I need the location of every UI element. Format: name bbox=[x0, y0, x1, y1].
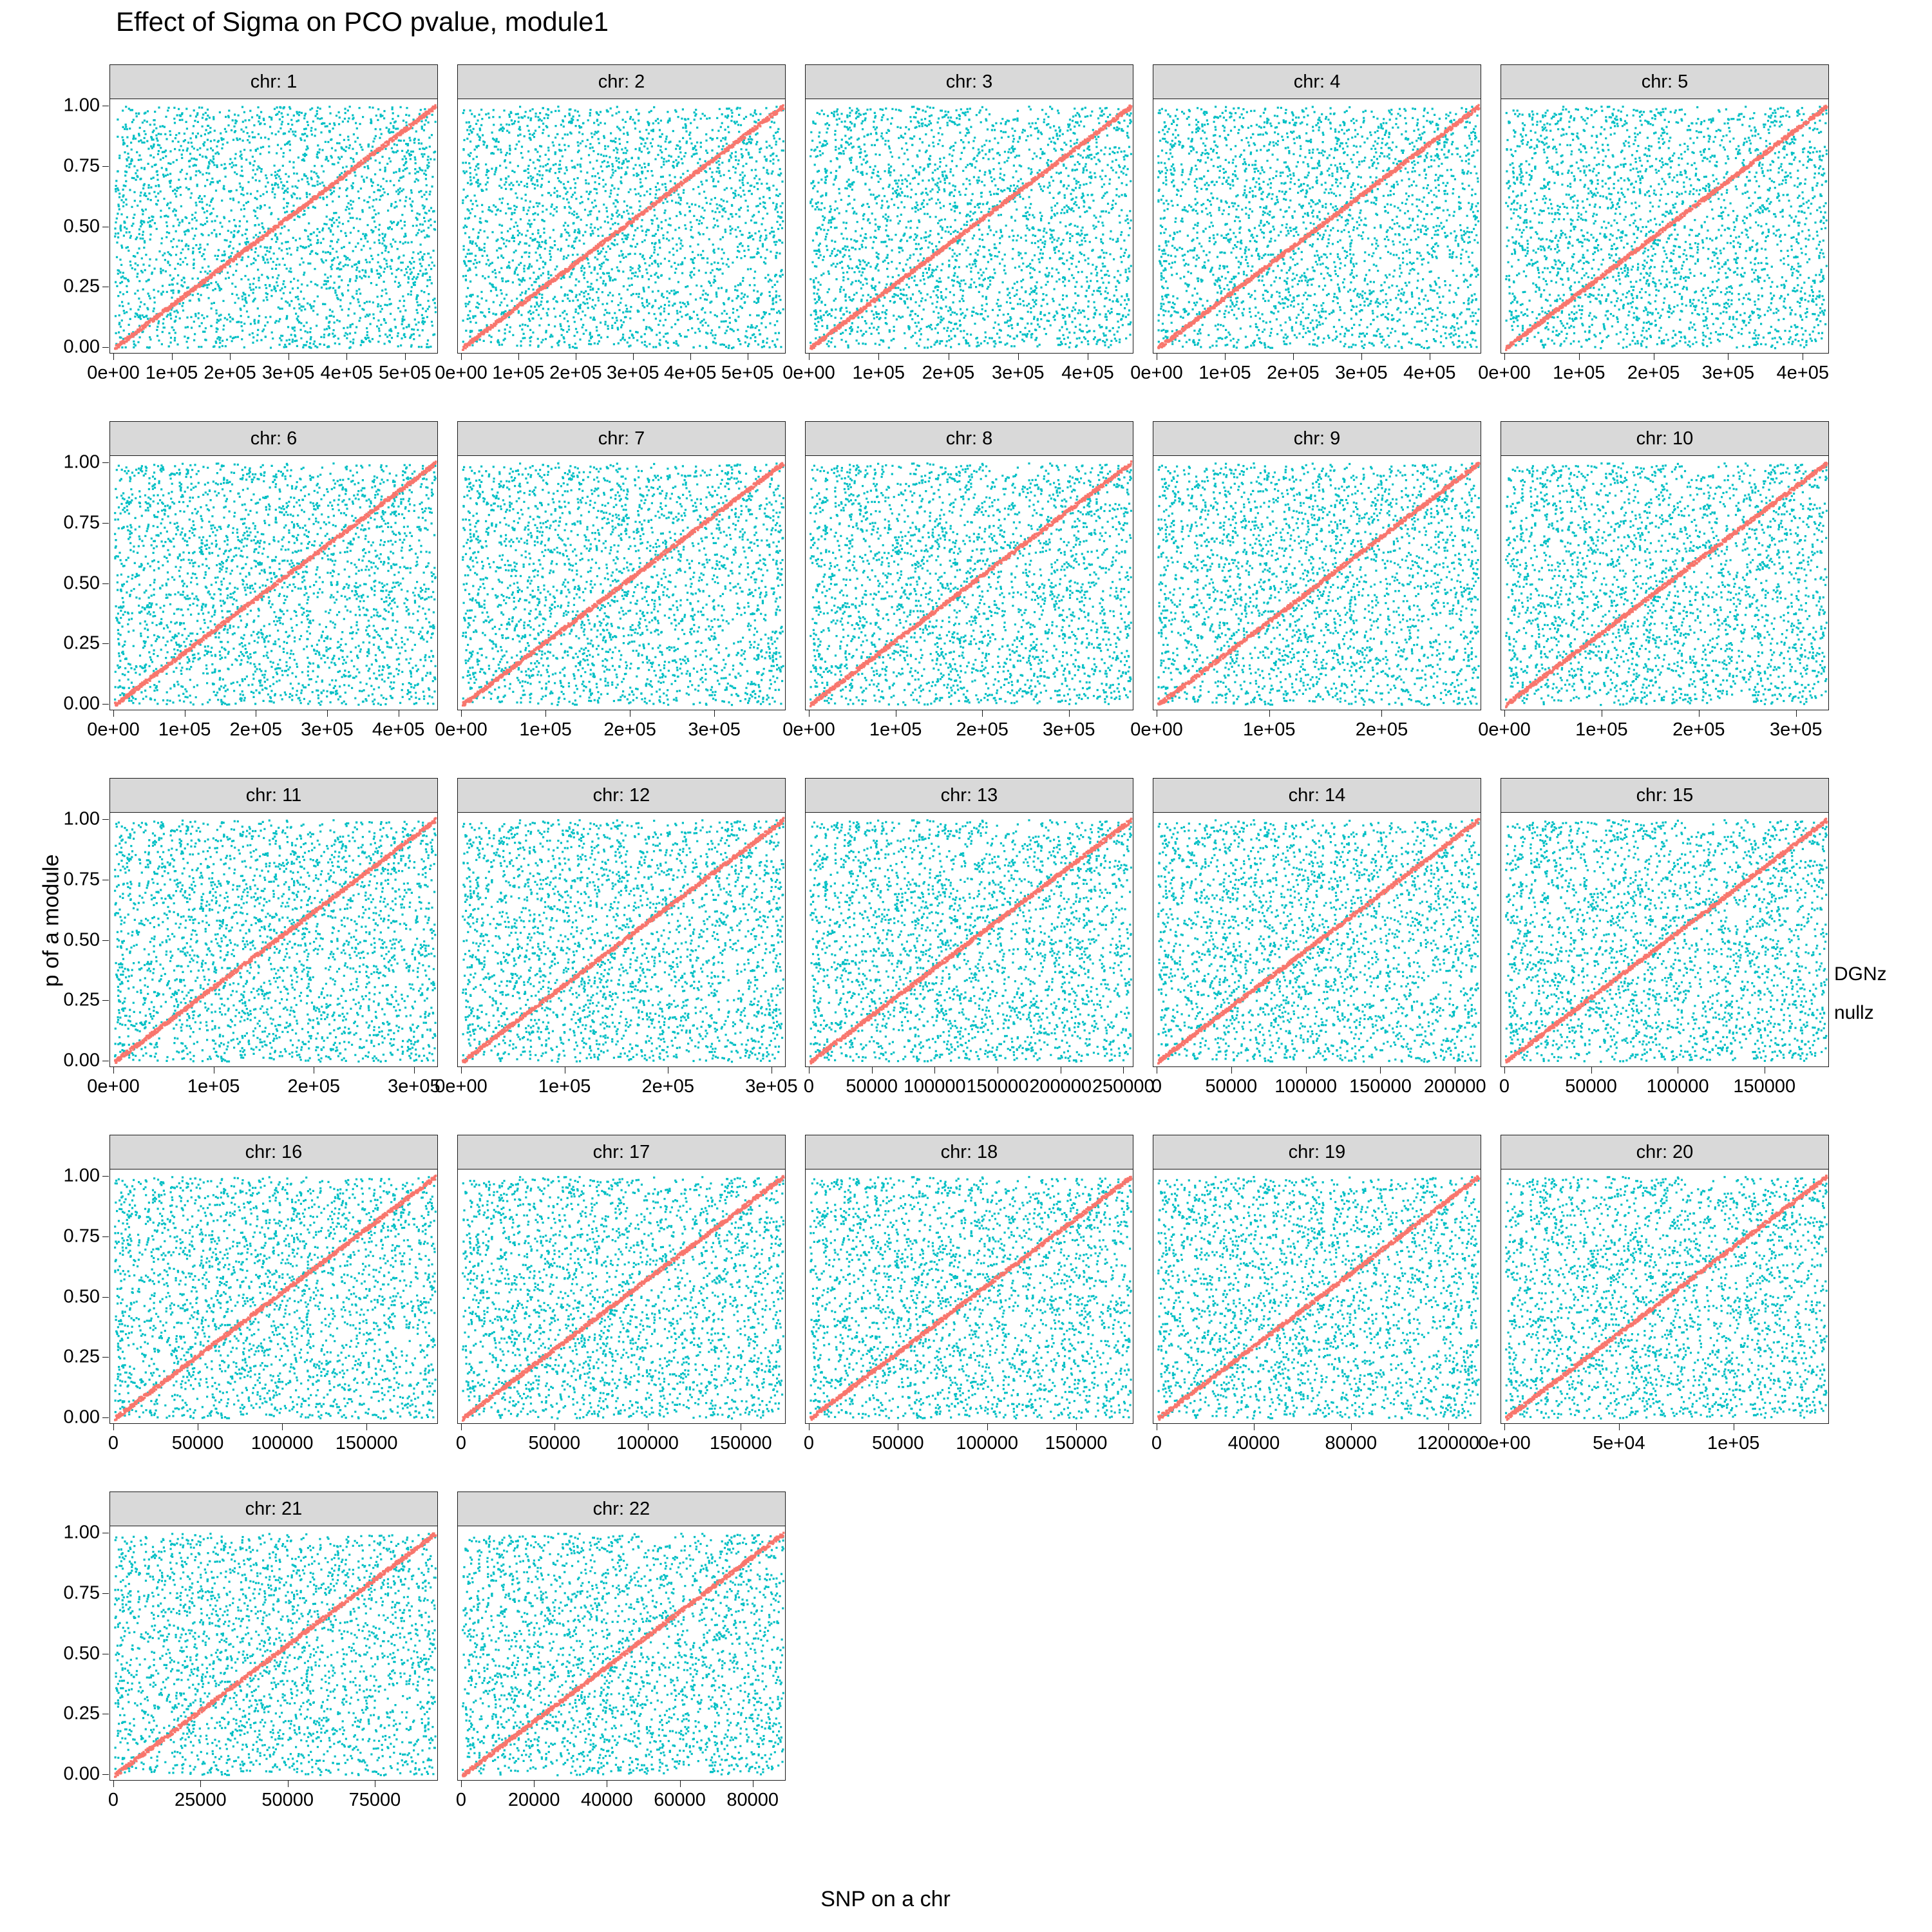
x-tick-label: 0e+00 bbox=[1130, 363, 1183, 383]
x-tick-label: 100000 bbox=[1274, 1076, 1338, 1097]
x-axis-ticks bbox=[109, 1781, 438, 1813]
x-axis-ticks bbox=[1501, 1067, 1829, 1099]
x-tick-label: 3e+05 bbox=[261, 363, 315, 383]
facet-strip-label: chr: 3 bbox=[805, 64, 1133, 99]
x-tick-label: 2e+05 bbox=[603, 719, 656, 740]
x-tick-label: 2e+05 bbox=[1672, 719, 1725, 740]
panel-plot-area bbox=[1153, 1170, 1481, 1424]
x-tick-label: 2e+05 bbox=[1355, 719, 1408, 740]
y-axis-title: p of a module bbox=[39, 854, 64, 987]
x-tick-label: 0 bbox=[1499, 1076, 1510, 1097]
panel-plot-area bbox=[1501, 813, 1829, 1067]
x-tick-label: 1e+05 bbox=[538, 1076, 591, 1097]
facet-strip-label: chr: 9 bbox=[1153, 421, 1481, 456]
x-axis-ticks bbox=[457, 1424, 786, 1456]
facet-strip-label: chr: 12 bbox=[457, 778, 786, 813]
x-tick-label: 4e+05 bbox=[1776, 363, 1829, 383]
x-axis-ticks bbox=[782, 710, 1133, 743]
x-tick-label: 0e+00 bbox=[87, 363, 140, 383]
facet-panel bbox=[457, 64, 786, 354]
panel-plot-area bbox=[1501, 99, 1829, 354]
x-tick-label: 1e+05 bbox=[145, 363, 198, 383]
x-tick-label: 0 bbox=[803, 1076, 815, 1097]
facet-panel bbox=[109, 778, 438, 1067]
x-tick-label: 0e+00 bbox=[1478, 1433, 1531, 1454]
x-tick-label: 0e+00 bbox=[435, 363, 488, 383]
x-tick-label: 3e+05 bbox=[388, 1076, 440, 1097]
y-tick-label: 0.25 bbox=[63, 632, 100, 654]
facet-strip-label: chr: 14 bbox=[1153, 778, 1481, 813]
panel-plot-area bbox=[805, 1170, 1133, 1424]
x-tick-label: 2e+05 bbox=[1627, 363, 1680, 383]
x-tick-label: 40000 bbox=[581, 1790, 633, 1810]
x-tick-label: 4e+05 bbox=[663, 363, 717, 383]
facet-strip-label: chr: 10 bbox=[1501, 421, 1829, 456]
facet-panel bbox=[1501, 778, 1829, 1067]
x-tick-label: 40000 bbox=[1227, 1433, 1280, 1454]
y-axis-ticks bbox=[32, 1522, 100, 1785]
facet-panel bbox=[1153, 1135, 1481, 1424]
x-tick-label: 0e+00 bbox=[1478, 363, 1531, 383]
facet-strip-label: chr: 11 bbox=[109, 778, 438, 813]
x-tick-label: 150000 bbox=[709, 1433, 772, 1454]
facet-strip-label: chr: 20 bbox=[1501, 1135, 1829, 1170]
x-axis-ticks bbox=[435, 354, 786, 386]
facet-panel bbox=[109, 1135, 438, 1424]
x-tick-label: 200000 bbox=[1029, 1076, 1092, 1097]
panel-plot-area bbox=[1153, 456, 1481, 710]
x-axis-ticks bbox=[109, 1424, 438, 1456]
panel-plot-area bbox=[1153, 813, 1481, 1067]
x-tick-label: 5e+05 bbox=[378, 363, 431, 383]
y-tick-label: 0.50 bbox=[63, 1286, 100, 1307]
facet-panel bbox=[109, 64, 438, 354]
x-tick-label: 3e+05 bbox=[1043, 719, 1095, 740]
y-tick-label: 1.00 bbox=[63, 95, 100, 116]
x-axis-ticks bbox=[803, 1067, 1155, 1099]
x-tick-label: 3e+05 bbox=[607, 363, 659, 383]
panel-plot-area bbox=[457, 1526, 786, 1781]
x-axis-ticks bbox=[805, 1424, 1133, 1456]
x-tick-label: 3e+05 bbox=[992, 363, 1045, 383]
facet-strip-label: chr: 5 bbox=[1501, 64, 1829, 99]
y-tick-label: 0.75 bbox=[63, 869, 100, 890]
panel-plot-area bbox=[457, 1170, 786, 1424]
x-tick-label: 3e+05 bbox=[688, 719, 741, 740]
x-tick-label: 120000 bbox=[1417, 1433, 1480, 1454]
x-tick-label: 1e+05 bbox=[1553, 363, 1605, 383]
facet-strip-label: chr: 7 bbox=[457, 421, 786, 456]
x-axis-ticks bbox=[1478, 1424, 1829, 1456]
panel-plot-area bbox=[109, 1526, 438, 1781]
x-axis-ticks bbox=[782, 354, 1133, 386]
panel-plot-area bbox=[457, 456, 786, 710]
facet-strip-label: chr: 16 bbox=[109, 1135, 438, 1170]
facet-strip-label: chr: 15 bbox=[1501, 778, 1829, 813]
x-tick-label: 1e+05 bbox=[852, 363, 905, 383]
facet-panel bbox=[805, 778, 1133, 1067]
x-tick-label: 0e+00 bbox=[87, 719, 140, 740]
legend-label-dgnz: DGNz bbox=[1834, 963, 1887, 985]
x-tick-label: 100000 bbox=[251, 1433, 314, 1454]
panel-plot-area bbox=[805, 456, 1133, 710]
x-tick-label: 1e+05 bbox=[187, 1076, 240, 1097]
y-tick-label: 0.00 bbox=[63, 693, 100, 714]
x-tick-label: 25000 bbox=[174, 1790, 227, 1810]
x-axis-title: SNP on a chr bbox=[820, 1887, 951, 1911]
x-tick-label: 0 bbox=[108, 1433, 119, 1454]
x-tick-label: 150000 bbox=[335, 1433, 398, 1454]
x-tick-label: 50000 bbox=[1205, 1076, 1258, 1097]
facet-strip-label: chr: 18 bbox=[805, 1135, 1133, 1170]
x-tick-label: 200000 bbox=[1423, 1076, 1486, 1097]
x-tick-label: 0 bbox=[455, 1790, 467, 1810]
x-tick-label: 50000 bbox=[872, 1433, 924, 1454]
panel-plot-area bbox=[1153, 99, 1481, 354]
x-tick-label: 0e+00 bbox=[1130, 719, 1183, 740]
x-tick-label: 4e+05 bbox=[1061, 363, 1114, 383]
x-tick-label: 3e+05 bbox=[1701, 363, 1755, 383]
y-tick-label: 0.50 bbox=[63, 929, 100, 950]
y-tick-label: 0.25 bbox=[63, 1346, 100, 1367]
x-tick-label: 0e+00 bbox=[782, 719, 835, 740]
x-tick-label: 100000 bbox=[956, 1433, 1019, 1454]
panel-plot-area bbox=[109, 1170, 438, 1424]
x-axis-ticks bbox=[435, 1067, 798, 1099]
x-tick-label: 2e+05 bbox=[204, 363, 256, 383]
x-tick-label: 50000 bbox=[261, 1790, 314, 1810]
x-tick-label: 0e+00 bbox=[435, 1076, 488, 1097]
x-tick-label: 3e+05 bbox=[1335, 363, 1388, 383]
x-tick-label: 0 bbox=[1151, 1433, 1162, 1454]
x-tick-label: 5e+05 bbox=[721, 363, 774, 383]
x-tick-label: 100000 bbox=[1646, 1076, 1709, 1097]
x-tick-label: 1e+05 bbox=[158, 719, 211, 740]
x-tick-label: 1e+05 bbox=[492, 363, 545, 383]
x-tick-label: 1e+05 bbox=[1707, 1433, 1760, 1454]
x-tick-label: 0 bbox=[108, 1790, 119, 1810]
x-tick-label: 250000 bbox=[1092, 1076, 1155, 1097]
facet-strip-label: chr: 22 bbox=[457, 1492, 786, 1526]
panel-plot-area bbox=[805, 813, 1133, 1067]
x-tick-label: 50000 bbox=[1565, 1076, 1617, 1097]
x-axis-ticks bbox=[1130, 710, 1481, 743]
x-tick-label: 50000 bbox=[528, 1433, 581, 1454]
facet-strip-label: chr: 8 bbox=[805, 421, 1133, 456]
x-tick-label: 4e+05 bbox=[372, 719, 425, 740]
facet-panel bbox=[1501, 64, 1829, 354]
x-tick-label: 150000 bbox=[1733, 1076, 1796, 1097]
y-tick-label: 0.75 bbox=[63, 1226, 100, 1247]
x-tick-label: 150000 bbox=[1349, 1076, 1412, 1097]
x-tick-label: 0 bbox=[803, 1433, 815, 1454]
y-tick-label: 0.00 bbox=[63, 1050, 100, 1071]
x-axis-ticks bbox=[1478, 710, 1829, 743]
x-tick-label: 0e+00 bbox=[1478, 719, 1531, 740]
y-tick-label: 0.00 bbox=[63, 1763, 100, 1785]
x-tick-label: 20000 bbox=[507, 1790, 560, 1810]
y-tick-label: 1.00 bbox=[63, 808, 100, 829]
x-axis-ticks bbox=[87, 1067, 440, 1099]
y-tick-label: 0.25 bbox=[63, 1703, 100, 1724]
facet-strip-label: chr: 1 bbox=[109, 64, 438, 99]
facet-panel bbox=[805, 1135, 1133, 1424]
y-tick-label: 1.00 bbox=[63, 1522, 100, 1543]
x-tick-label: 4e+05 bbox=[320, 363, 373, 383]
x-tick-label: 2e+05 bbox=[922, 363, 975, 383]
x-tick-label: 80000 bbox=[726, 1790, 779, 1810]
y-axis-ticks bbox=[32, 95, 100, 357]
y-tick-label: 1.00 bbox=[63, 451, 100, 473]
facet-panel bbox=[457, 1492, 786, 1781]
x-tick-label: 150000 bbox=[966, 1076, 1029, 1097]
x-tick-label: 2e+05 bbox=[229, 719, 283, 740]
facet-panel bbox=[805, 421, 1133, 710]
y-tick-label: 0.75 bbox=[63, 155, 100, 176]
y-tick-label: 0.75 bbox=[63, 512, 100, 533]
facet-strip-label: chr: 13 bbox=[805, 778, 1133, 813]
facet-panel bbox=[457, 1135, 786, 1424]
panel-plot-area bbox=[457, 99, 786, 354]
facet-panel bbox=[1153, 421, 1481, 710]
facet-strip-label: chr: 19 bbox=[1153, 1135, 1481, 1170]
x-tick-label: 100000 bbox=[903, 1076, 966, 1097]
y-tick-label: 0.00 bbox=[63, 1406, 100, 1428]
x-tick-label: 0 bbox=[1151, 1076, 1162, 1097]
x-axis-ticks bbox=[1151, 1067, 1486, 1099]
y-tick-label: 0.00 bbox=[63, 336, 100, 357]
page-title: Effect of Sigma on PCO pvalue, module1 bbox=[116, 6, 609, 37]
panel-plot-area bbox=[1501, 1170, 1829, 1424]
x-tick-label: 80000 bbox=[1325, 1433, 1378, 1454]
y-tick-label: 1.00 bbox=[63, 1165, 100, 1186]
x-tick-label: 0e+00 bbox=[87, 1076, 140, 1097]
facet-panel bbox=[457, 778, 786, 1067]
panel-plot-area bbox=[109, 99, 438, 354]
x-tick-label: 1e+05 bbox=[869, 719, 922, 740]
facet-panel bbox=[1501, 421, 1829, 710]
x-tick-label: 0e+00 bbox=[782, 363, 835, 383]
x-axis-ticks bbox=[435, 710, 786, 743]
x-tick-label: 2e+05 bbox=[956, 719, 1009, 740]
x-tick-label: 2e+05 bbox=[287, 1076, 340, 1097]
y-axis-ticks bbox=[32, 1165, 100, 1428]
y-tick-label: 0.50 bbox=[63, 1643, 100, 1663]
facet-panel bbox=[1153, 64, 1481, 354]
facet-panel bbox=[109, 1492, 438, 1781]
facet-panel bbox=[109, 421, 438, 710]
legend-label-nullz: nullz bbox=[1834, 1002, 1874, 1023]
facet-strip-label: chr: 2 bbox=[457, 64, 786, 99]
facet-strip-label: chr: 4 bbox=[1153, 64, 1481, 99]
y-axis-ticks bbox=[32, 451, 100, 714]
facet-strip-label: chr: 6 bbox=[109, 421, 438, 456]
facet-panel bbox=[457, 421, 786, 710]
x-tick-label: 4e+05 bbox=[1403, 363, 1456, 383]
panel-plot-area bbox=[805, 99, 1133, 354]
x-tick-label: 50000 bbox=[171, 1433, 224, 1454]
x-tick-label: 0 bbox=[455, 1433, 467, 1454]
x-tick-label: 0e+00 bbox=[435, 719, 488, 740]
x-tick-label: 60000 bbox=[654, 1790, 706, 1810]
y-tick-label: 0.25 bbox=[63, 989, 100, 1010]
x-tick-label: 1e+05 bbox=[519, 719, 572, 740]
x-axis-ticks bbox=[87, 354, 438, 386]
panel-plot-area bbox=[457, 813, 786, 1067]
x-tick-label: 50000 bbox=[846, 1076, 898, 1097]
y-tick-label: 0.25 bbox=[63, 276, 100, 297]
facet-panel bbox=[805, 64, 1133, 354]
x-tick-label: 3e+05 bbox=[301, 719, 354, 740]
x-axis-ticks bbox=[457, 1781, 786, 1813]
y-axis-ticks bbox=[32, 808, 100, 1071]
x-tick-label: 1e+05 bbox=[1243, 719, 1296, 740]
x-axis-ticks bbox=[87, 710, 438, 743]
x-tick-label: 150000 bbox=[1045, 1433, 1108, 1454]
x-axis-ticks bbox=[1153, 1424, 1481, 1456]
panel-plot-area bbox=[1501, 456, 1829, 710]
panel-plot-area bbox=[109, 456, 438, 710]
x-tick-label: 2e+05 bbox=[1267, 363, 1320, 383]
x-tick-label: 2e+05 bbox=[549, 363, 602, 383]
y-tick-label: 0.75 bbox=[63, 1582, 100, 1604]
facet-strip-label: chr: 21 bbox=[109, 1492, 438, 1526]
x-axis-ticks bbox=[1478, 354, 1829, 386]
facet-panel bbox=[1501, 1135, 1829, 1424]
x-tick-label: 1e+05 bbox=[1575, 719, 1628, 740]
panel-plot-area bbox=[109, 813, 438, 1067]
x-tick-label: 2e+05 bbox=[641, 1076, 695, 1097]
x-tick-label: 100000 bbox=[616, 1433, 679, 1454]
facet-strip-label: chr: 17 bbox=[457, 1135, 786, 1170]
x-axis-ticks bbox=[1130, 354, 1481, 386]
y-tick-label: 0.50 bbox=[63, 216, 100, 236]
y-tick-label: 0.50 bbox=[63, 573, 100, 593]
x-tick-label: 3e+05 bbox=[1769, 719, 1823, 740]
x-tick-label: 5e+04 bbox=[1593, 1433, 1645, 1454]
x-tick-label: 3e+05 bbox=[745, 1076, 798, 1097]
x-tick-label: 1e+05 bbox=[1198, 363, 1251, 383]
x-tick-label: 75000 bbox=[348, 1790, 401, 1810]
facet-panel bbox=[1153, 778, 1481, 1067]
